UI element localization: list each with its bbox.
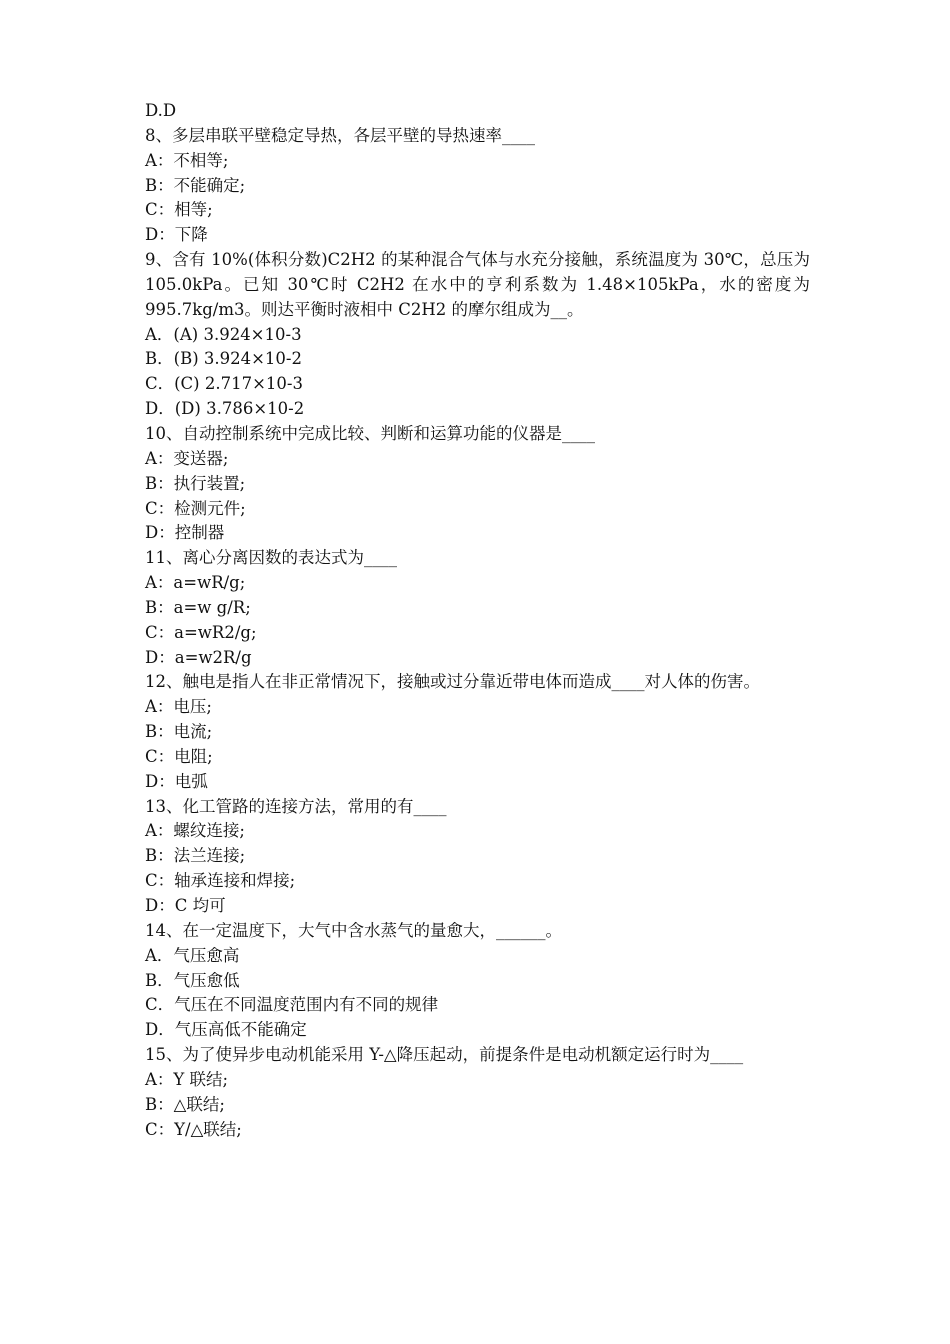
option-d: D：下降 — [145, 225, 208, 245]
option-a: A：变送器; — [145, 448, 229, 468]
question-8: 8、多层串联平壁稳定导热，各层平壁的导热速率____ — [145, 125, 535, 145]
question-9: 9、含有 10%(体积分数)C2H2 的某种混合气体与水充分接触，系统温度为 30℃，总压为 105.0kPa。已知 30℃时 C2H2 在水中的亨利系数为 1.48×105kPa，水的密度为 995.7kg/m3。则达平衡时液相中 C2H2 的摩尔组成为__。 — [145, 250, 816, 319]
option-c: C．气压在不同温度范围内有不同的规律 — [145, 995, 439, 1015]
option-a: A：a=wR/g; — [145, 573, 246, 593]
option-b: B：执行装置; — [145, 473, 246, 493]
answer-line: D.D — [145, 101, 177, 120]
option-c: C：电阻; — [145, 746, 213, 766]
option-d: D：电弧 — [145, 771, 208, 791]
option-c: C．(C) 2.717×10-3 — [145, 374, 303, 394]
option-b: B：△联结; — [145, 1094, 225, 1114]
question-15: 15、为了使异步电动机能采用 Y-△降压起动，前提条件是电动机额定运行时为____ — [145, 1045, 744, 1065]
option-d: D．气压高低不能确定 — [145, 1020, 307, 1040]
option-b: B．(B) 3.924×10-2 — [145, 349, 302, 369]
option-d: D：控制器 — [145, 523, 225, 543]
option-a: A：不相等; — [145, 150, 229, 170]
option-c: C：轴承连接和焊接; — [145, 871, 296, 891]
option-a: A．(A) 3.924×10-3 — [145, 324, 302, 344]
option-b: B．气压愈低 — [145, 970, 240, 990]
option-c: C：Y/△联结; — [145, 1119, 242, 1139]
option-b: B：a=w g/R; — [145, 597, 251, 617]
question-10: 10、自动控制系统中完成比较、判断和运算功能的仪器是____ — [145, 423, 595, 443]
option-d: D：a=w2R/g — [145, 647, 252, 667]
option-d: D：C 均可 — [145, 896, 226, 915]
option-a: A．气压愈高 — [145, 945, 240, 965]
option-a: A：Y 联结; — [145, 1069, 229, 1089]
option-c: C：a=wR2/g; — [145, 622, 257, 642]
option-d: D．(D) 3.786×10-2 — [145, 399, 305, 419]
question-14: 14、在一定温度下，大气中含水蒸气的量愈大，______。 — [145, 920, 562, 940]
question-11: 11、离心分离因数的表达式为____ — [145, 548, 397, 568]
question-13: 13、化工管路的连接方法，常用的有____ — [145, 796, 447, 816]
option-a: A：电压; — [145, 697, 212, 717]
option-b: B：电流; — [145, 722, 213, 742]
option-c: C：相等; — [145, 200, 213, 220]
option-c: C：检测元件; — [145, 498, 246, 518]
option-a: A：螺纹连接; — [145, 821, 245, 841]
option-b: B：法兰连接; — [145, 846, 246, 866]
option-b: B：不能确定; — [145, 175, 246, 195]
document-body — [145, 99, 816, 1142]
question-12: 12、触电是指人在非正常情况下，接触或过分靠近带电体而造成____对人体的伤害。 — [145, 672, 760, 692]
